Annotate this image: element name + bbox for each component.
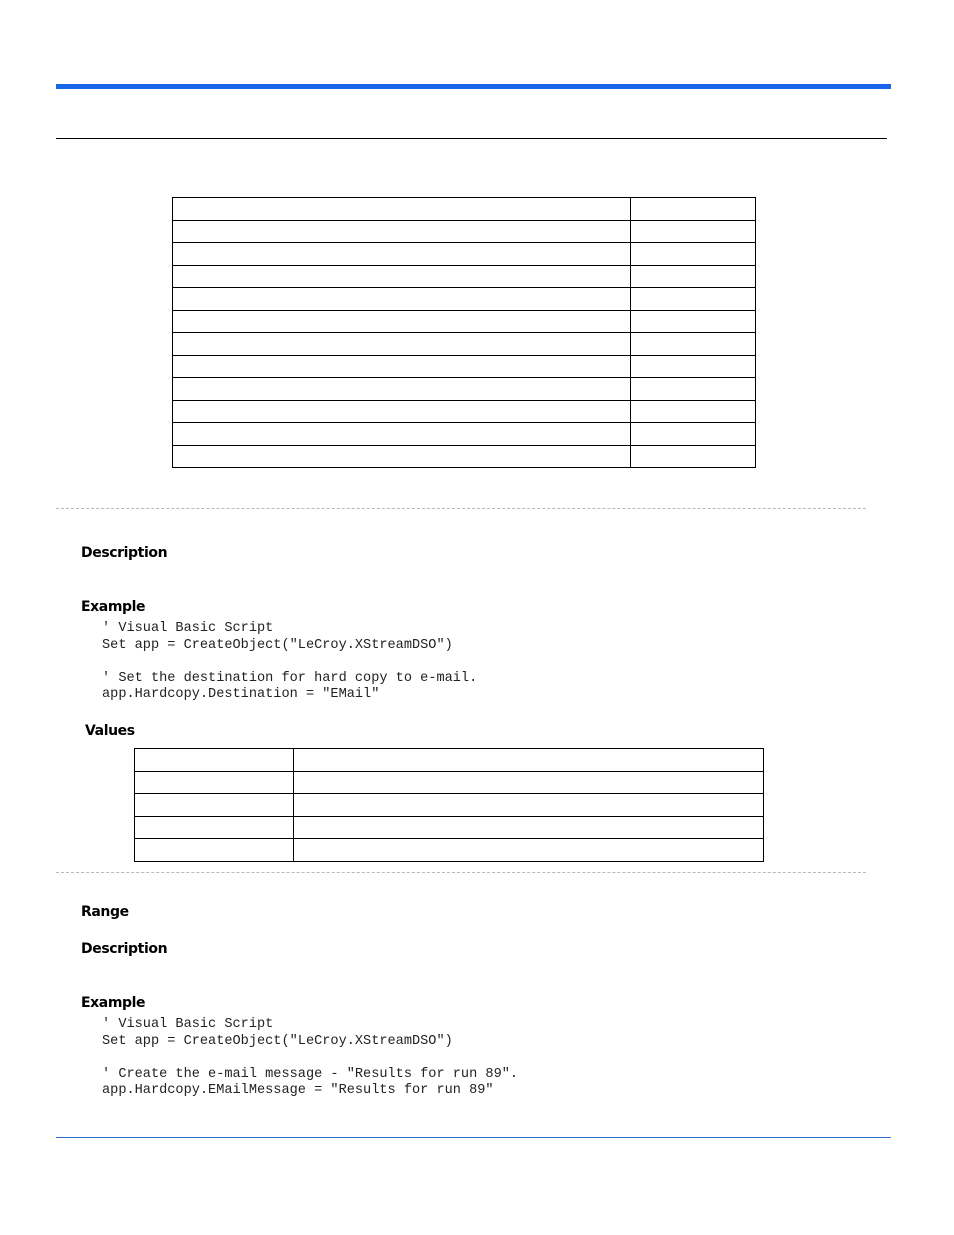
table-cell: [173, 243, 631, 266]
table-cell: [631, 310, 756, 333]
table-row: [173, 423, 756, 446]
table-row: [173, 333, 756, 356]
header-divider: [56, 138, 887, 139]
table-cell: [173, 198, 631, 221]
code-line: app.Hardcopy.Destination = "EMail": [102, 687, 380, 702]
table-cell: [173, 265, 631, 288]
code-line: ' Set the destination for hard copy to e-mail.: [102, 670, 478, 686]
summary-table: [172, 197, 756, 468]
description-heading: Description: [81, 545, 168, 561]
table-row: [135, 816, 764, 839]
table-row: [173, 355, 756, 378]
table-cell: [294, 816, 764, 839]
range-heading: Range: [81, 904, 129, 920]
table-cell: [631, 423, 756, 446]
table-cell: [135, 749, 294, 772]
table-row: [173, 288, 756, 311]
table-row: [135, 794, 764, 817]
code-line: ' Visual Basic Script: [102, 621, 274, 636]
code-line: Set app = CreateObject("LeCroy.XStreamDSO"): [102, 1033, 453, 1049]
table-row: [173, 198, 756, 221]
table-cell: [135, 839, 294, 862]
table-cell: [631, 400, 756, 423]
table-cell: [173, 288, 631, 311]
code-block: [102, 621, 477, 704]
table-cell: [173, 333, 631, 356]
code-block: [102, 1017, 518, 1100]
table-cell: [173, 220, 631, 243]
table-row: [135, 771, 764, 794]
table-row: [173, 220, 756, 243]
table-row: [173, 445, 756, 468]
table-cell: [631, 355, 756, 378]
header-accent-bar: [56, 84, 891, 89]
table-cell: [135, 816, 294, 839]
table-cell: [173, 310, 631, 333]
table-row: [173, 243, 756, 266]
section-divider: [56, 508, 866, 509]
table-cell: [631, 378, 756, 401]
table-cell: [631, 333, 756, 356]
section-divider: [56, 872, 866, 873]
description-heading: Description: [81, 941, 168, 957]
table-cell: [173, 400, 631, 423]
table-cell: [631, 220, 756, 243]
table-row: [135, 749, 764, 772]
table-cell: [173, 423, 631, 446]
table-cell: [294, 749, 764, 772]
table-row: [135, 839, 764, 862]
table-row: [173, 378, 756, 401]
table-cell: [631, 288, 756, 311]
table-cell: [135, 771, 294, 794]
code-line: app.Hardcopy.EMailMessage = "Results for run 89": [102, 1083, 494, 1098]
code-line: [102, 654, 477, 671]
code-line: ' Create the e-mail message - "Results for run 89".: [102, 1066, 519, 1082]
code-line: ' Visual Basic Script: [102, 1017, 274, 1032]
table-row: [173, 265, 756, 288]
table-row: [173, 400, 756, 423]
code-line: [102, 1050, 518, 1067]
table-cell: [173, 378, 631, 401]
example-heading: Example: [81, 599, 146, 615]
table-cell: [631, 445, 756, 468]
example-heading: Example: [81, 995, 146, 1011]
table-cell: [631, 243, 756, 266]
values-heading: Values: [85, 723, 135, 739]
footer-divider: [56, 1137, 891, 1138]
table-cell: [294, 771, 764, 794]
code-line: Set app = CreateObject("LeCroy.XStreamDSO"): [102, 637, 453, 653]
values-table: [134, 748, 764, 862]
table-row: [173, 310, 756, 333]
table-cell: [294, 794, 764, 817]
table-cell: [173, 355, 631, 378]
table-cell: [631, 265, 756, 288]
table-cell: [631, 198, 756, 221]
table-cell: [294, 839, 764, 862]
table-cell: [135, 794, 294, 817]
table-cell: [173, 445, 631, 468]
